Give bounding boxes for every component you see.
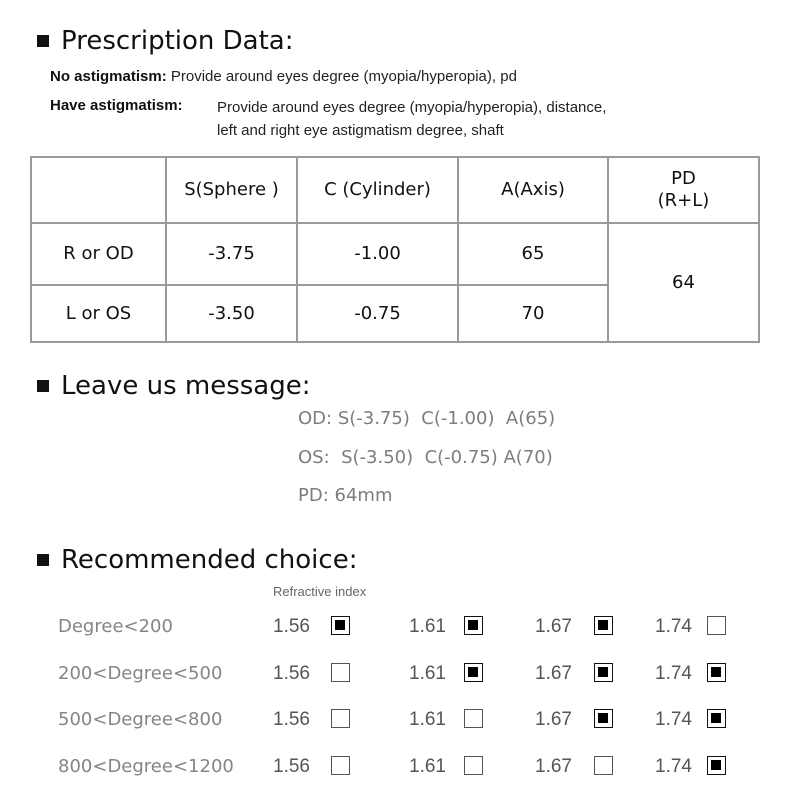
header-axis: A(Axis)	[458, 157, 608, 223]
refractive-index-value: 1.61	[409, 663, 446, 684]
empty-checkbox-icon	[707, 616, 726, 635]
checkbox-fill	[468, 620, 478, 630]
checked-checkbox-icon	[331, 616, 350, 635]
empty-checkbox-icon	[331, 756, 350, 775]
row-eye-right: R or OD	[31, 223, 166, 285]
prescription-table	[30, 156, 760, 343]
table-header-empty	[31, 157, 166, 223]
degree-range-label: 800<Degree<1200	[58, 756, 234, 777]
left-axis-value: 70	[458, 285, 608, 342]
checked-checkbox-icon	[464, 663, 483, 682]
have-astigmatism-text-2: left and right eye astigmatism degree, shaft	[217, 122, 504, 139]
no-astigmatism-text: Provide around eyes degree (myopia/hyperopia), pd	[170, 68, 517, 85]
degree-range-label: 200<Degree<500	[58, 663, 223, 684]
message-line-od: OD: S(-3.75) C(-1.00) A(65)	[298, 408, 556, 429]
empty-checkbox-icon	[464, 756, 483, 775]
checkbox-fill	[711, 760, 721, 770]
choice-heading	[37, 545, 357, 575]
have-astigmatism-label-text: Have astigmatism:	[50, 97, 183, 114]
table-header-row	[31, 157, 759, 223]
table-row	[31, 223, 759, 285]
empty-checkbox-icon	[594, 756, 613, 775]
message-line-pd: PD: 64mm	[298, 485, 393, 506]
bullet-square-icon	[37, 35, 49, 47]
left-sphere-value: -3.50	[166, 285, 297, 342]
header-cylinder: C (Cylinder)	[297, 157, 458, 223]
refractive-index-value: 1.67	[535, 616, 572, 637]
refractive-index-header: Refractive index	[273, 584, 367, 599]
header-pd-label: PD	[671, 168, 696, 190]
refractive-index-value: 1.61	[409, 709, 446, 730]
row-eye-left: L or OS	[31, 285, 166, 342]
empty-checkbox-icon	[331, 663, 350, 682]
refractive-index-value: 1.74	[655, 663, 692, 684]
checked-checkbox-icon	[594, 663, 613, 682]
header-pd	[608, 157, 759, 223]
pd-value: 64	[608, 223, 759, 342]
refractive-index-value: 1.61	[409, 756, 446, 777]
checkbox-fill	[711, 667, 721, 677]
right-axis-value: 65	[458, 223, 608, 285]
checked-checkbox-icon	[594, 616, 613, 635]
prescription-heading	[37, 26, 294, 56]
bullet-square-icon	[37, 554, 49, 566]
checked-checkbox-icon	[464, 616, 483, 635]
have-astigmatism-label	[50, 97, 183, 114]
message-heading	[37, 371, 311, 401]
empty-checkbox-icon	[331, 709, 350, 728]
refractive-index-value: 1.74	[655, 616, 692, 637]
checkbox-fill	[711, 713, 721, 723]
no-astigmatism-label: No astigmatism:	[50, 68, 167, 85]
message-line-os: OS: S(-3.50) C(-0.75) A(70)	[298, 447, 553, 468]
checkbox-fill	[598, 713, 608, 723]
choice-row	[0, 612, 800, 642]
refractive-index-value: 1.56	[273, 709, 310, 730]
refractive-index-value: 1.67	[535, 756, 572, 777]
choice-title: Recommended choice:	[61, 545, 358, 575]
refractive-index-value: 1.74	[655, 756, 692, 777]
right-sphere-value: -3.75	[166, 223, 297, 285]
degree-range-label: Degree<200	[58, 616, 173, 637]
no-astigmatism-line	[50, 68, 517, 85]
bullet-square-icon	[37, 380, 49, 392]
header-pd-sub: (R+L)	[657, 190, 710, 211]
refractive-index-value: 1.74	[655, 709, 692, 730]
refractive-index-value: 1.56	[273, 616, 310, 637]
have-astigmatism-text-1: Provide around eyes degree (myopia/hyperopia), distance,	[217, 99, 607, 116]
empty-checkbox-icon	[464, 709, 483, 728]
checked-checkbox-icon	[707, 756, 726, 775]
choice-row	[0, 752, 800, 782]
checkbox-fill	[598, 620, 608, 630]
message-title: Leave us message:	[61, 371, 311, 401]
refractive-index-value: 1.61	[409, 616, 446, 637]
refractive-index-value: 1.67	[535, 709, 572, 730]
right-cylinder-value: -1.00	[297, 223, 458, 285]
refractive-index-value: 1.56	[273, 756, 310, 777]
checked-checkbox-icon	[594, 709, 613, 728]
prescription-title: Prescription Data:	[61, 26, 294, 56]
refractive-index-value: 1.67	[535, 663, 572, 684]
checked-checkbox-icon	[707, 663, 726, 682]
choice-row	[0, 705, 800, 735]
degree-range-label: 500<Degree<800	[58, 709, 223, 730]
refractive-index-value: 1.56	[273, 663, 310, 684]
checkbox-fill	[335, 620, 345, 630]
choice-row	[0, 659, 800, 689]
left-cylinder-value: -0.75	[297, 285, 458, 342]
checkbox-fill	[598, 667, 608, 677]
checked-checkbox-icon	[707, 709, 726, 728]
checkbox-fill	[468, 667, 478, 677]
header-sphere: S(Sphere )	[166, 157, 297, 223]
